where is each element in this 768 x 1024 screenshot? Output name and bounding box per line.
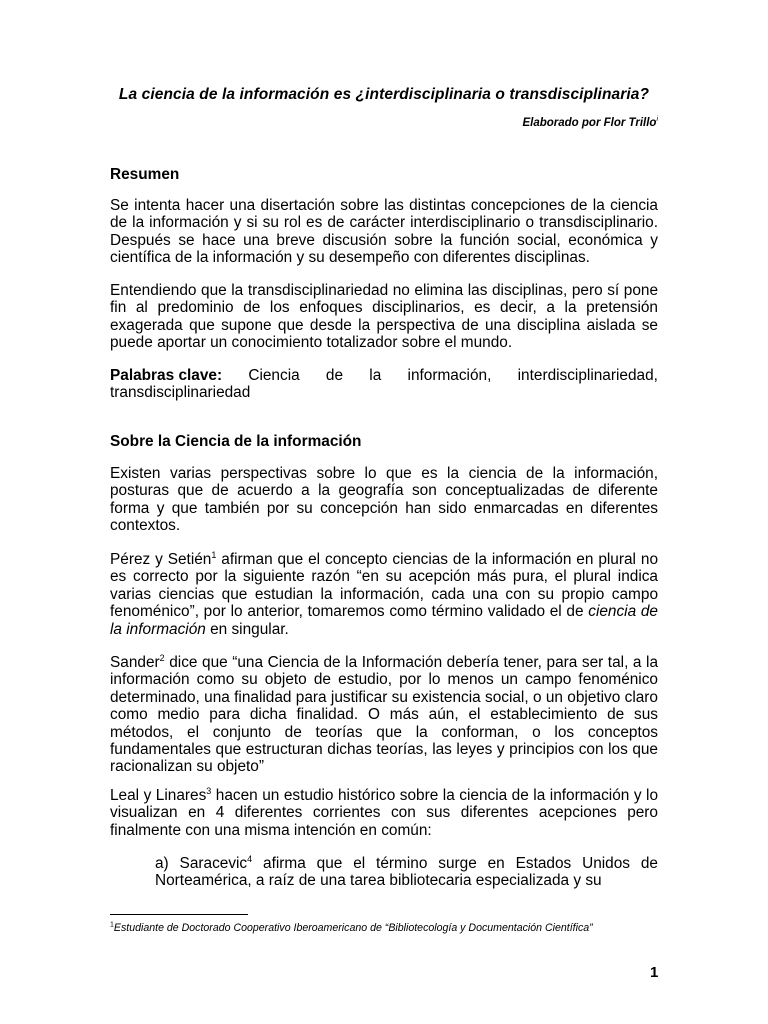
citation-author: Leal y Linares (110, 787, 207, 804)
resumen-heading: Resumen (110, 166, 180, 183)
paragraph-sander (110, 654, 658, 776)
citation-author: Sander (110, 654, 160, 671)
keywords-word: Ciencia (248, 367, 300, 384)
paragraph-existen: Existen varias perspectivas sobre lo que es la ciencia de la información, posturas que de acuerdo a la geografía son conceptualizadas de diferente forma y que también por su concepción han sido enmarcadas en diferentes contextos. (110, 465, 658, 535)
keywords-word: de (325, 367, 344, 384)
page-number: 1 (650, 964, 659, 981)
keywords-label: Palabras clave: (110, 367, 223, 384)
keywords (110, 367, 658, 402)
paragraph-text: en singular. (205, 620, 289, 638)
resumen-paragraph-2: Entendiendo que la transdisciplinariedad no elimina las disciplinas, pero sí pone fin al predominio de los enfoques disciplinarios, es decir, a la pretensión exagerada que supone que desde la perspectiva de una disciplina aislada se puede aportar un conocimiento totalizador sobre el mundo. (110, 282, 658, 352)
paragraph-leal (110, 787, 658, 839)
paragraph-text: dice que “una Ciencia de la Información debería tener, para ser tal, a la información como su objeto de estudio, por lo menos un campo fenoménico determinado, una finalidad para justificar su existencia social, o un objetivo claro como medio para dicha finalidad. O más aún, el establecimiento de sus métodos, el conjunto de teorías que la conforman, o los conceptos fundamentales que estructuran dichas teorías, las leyes y principios con los que racionalizan su objeto” (110, 654, 658, 776)
footnote-text: Estudiante de Doctorado Cooperativo Iberoamericano de “Bibliotecología y Documentación Científica” (113, 922, 593, 934)
footnote-ref: 3 (206, 785, 212, 796)
keywords-line-1 (110, 367, 658, 384)
author-note-marker: i (656, 116, 658, 124)
paragraph-text: afirman que el concepto ciencias de la información en plural no es correcto por la siguiente razón “en su acepción más pura, el plural indica varias ciencias que estudian la información, cada una con su propio campo fenoménico”, por lo anterior, tomaremos como término validado el de (110, 551, 658, 621)
list-item-a (155, 855, 658, 890)
author-line (522, 117, 658, 129)
list-item-text: afirma que el término surge en Estados Unidos de Norteamérica, a raíz de una tarea bibliotecaria especializada y su (155, 855, 658, 890)
keywords-word: la (369, 367, 382, 384)
footnote-ref: 2 (159, 652, 165, 663)
list-item-prefix: a) Saracevic (155, 855, 248, 872)
paragraph-perez (110, 551, 658, 638)
footnote-divider (110, 914, 248, 915)
document-title: La ciencia de la información es ¿interdisciplinaria o transdisciplinaria? (118, 86, 650, 103)
footnote-ref: 4 (247, 853, 253, 864)
footnote-ref: 1 (211, 549, 217, 560)
section-heading: Sobre la Ciencia de la información (110, 433, 362, 450)
keywords-word: información, (407, 367, 492, 384)
paragraph-text: hacen un estudio histórico sobre la ciencia de la información y lo visualizan en 4 diferentes corrientes con sus diferentes acepciones pero finalmente con una misma intención en común: (110, 787, 659, 839)
citation-author: Pérez y Setién (110, 551, 212, 568)
keywords-line-2: transdisciplinariedad (110, 384, 251, 402)
author-name: Elaborado por Flor Trillo (522, 117, 657, 129)
emphasized-term: ciencia de la información (110, 603, 658, 638)
resumen-paragraph-1: Se intenta hacer una disertación sobre las distintas concepciones de la ciencia de la información y si su rol es de carácter interdisciplinario o transdisciplinario. Después se hace una breve discusión sobre la función social, económica y científica de la información y su desempeño con diferentes disciplinas. (110, 197, 658, 267)
footnote-marker: 1 (110, 921, 114, 929)
keywords-word: interdisciplinariedad, (517, 367, 658, 384)
footnote (110, 922, 593, 934)
